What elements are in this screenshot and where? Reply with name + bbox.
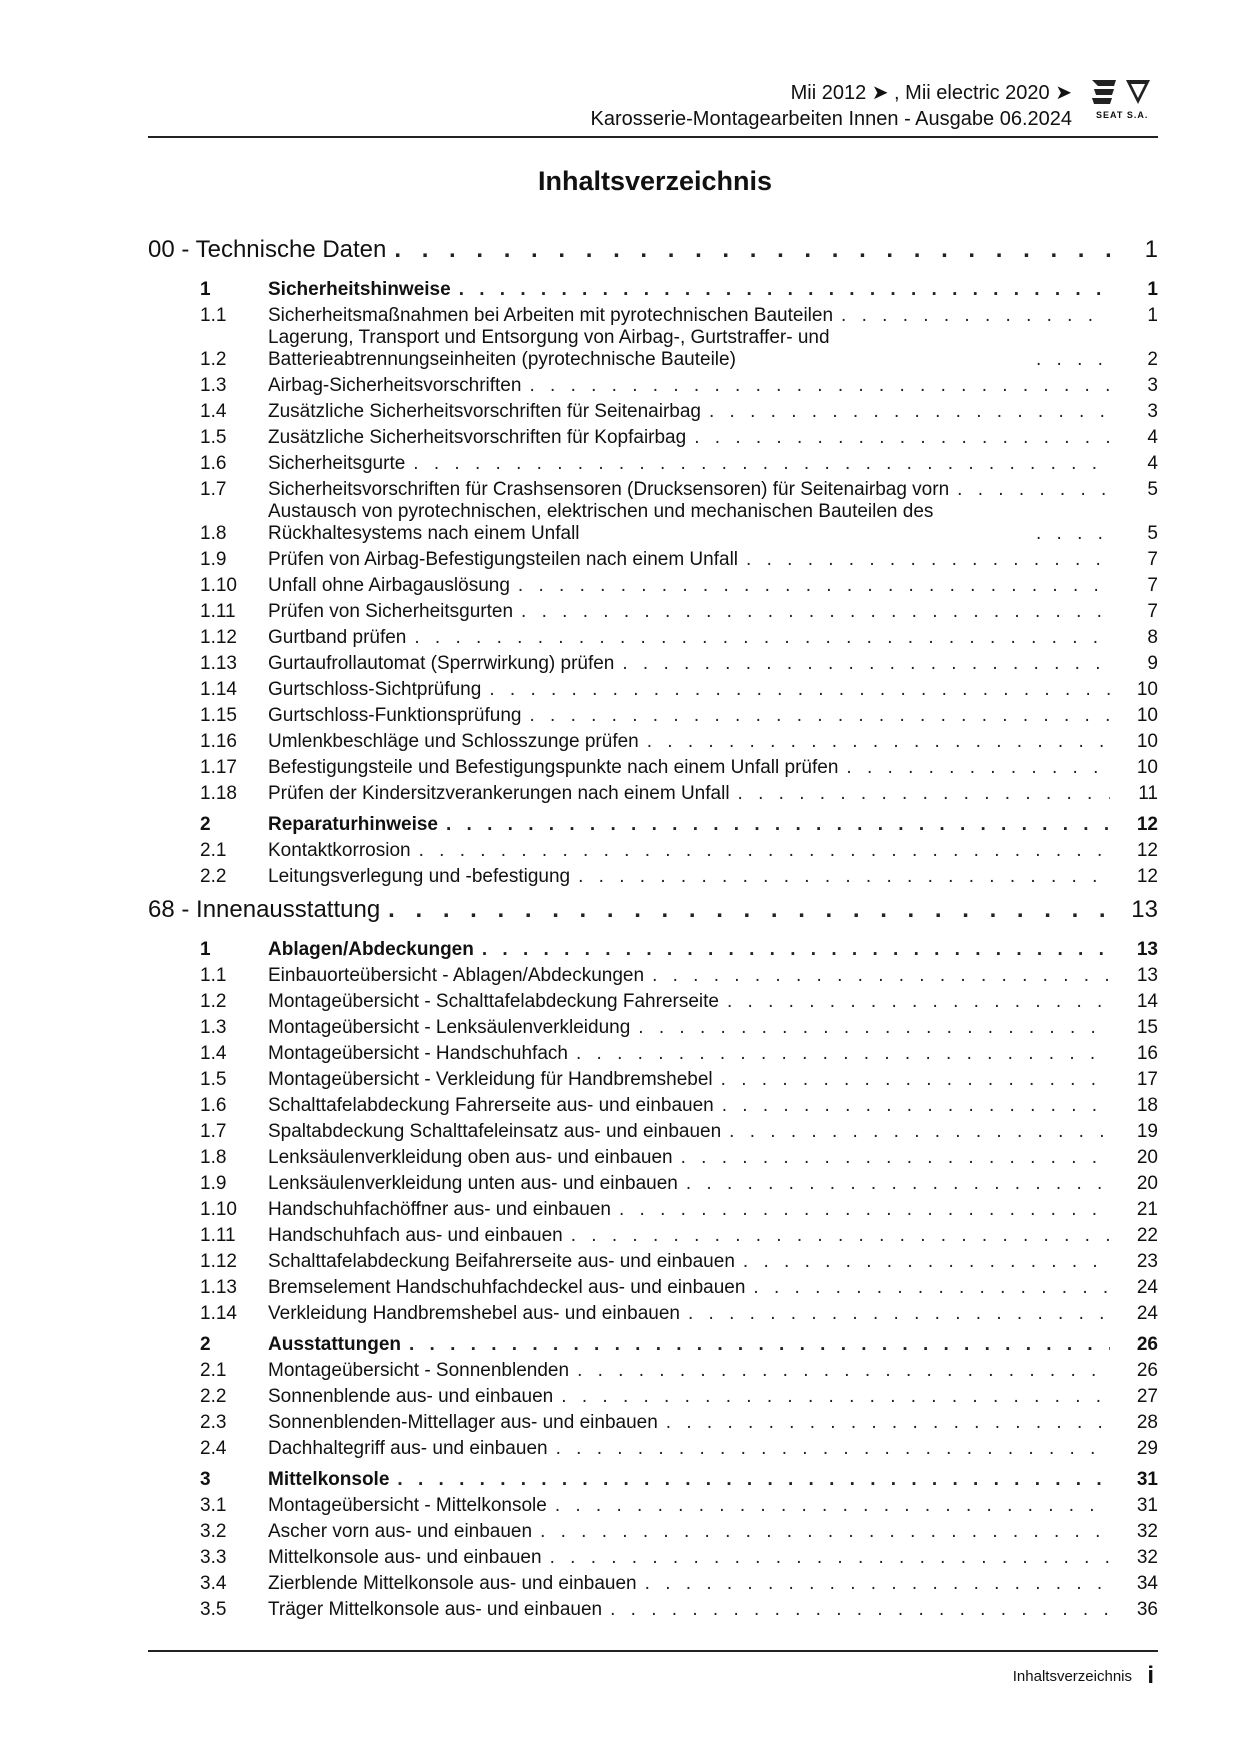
entry-number: 1.13 [200, 1277, 237, 1298]
leader-dots [394, 236, 1110, 264]
entry-page: 8 [1147, 627, 1158, 648]
entry-page: 31 [1136, 1495, 1158, 1516]
entry-page: 22 [1136, 1225, 1158, 1246]
entry-title: Handschuhfachöffner aus- und einbauen [268, 1199, 611, 1220]
entry-page: 31 [1136, 1469, 1158, 1490]
leader-dots [561, 1386, 1110, 1408]
leader-dots [459, 279, 1110, 301]
toc-entry[interactable] [148, 1517, 1158, 1543]
toc-entry[interactable] [148, 836, 1158, 862]
entry-title: Zusätzliche Sicherheitsvorschriften für Seitenairbag [268, 401, 701, 422]
entry-title: Mittelkonsole aus- und einbauen [268, 1547, 542, 1568]
entry-title: Sicherheitshinweise [268, 279, 451, 300]
entry-title: Montageübersicht - Lenksäulenverkleidung [268, 1017, 631, 1038]
toc-section[interactable] [148, 1330, 1158, 1356]
toc-entry[interactable] [148, 1595, 1158, 1621]
entry-page: 4 [1147, 453, 1158, 474]
toc-entry[interactable] [148, 1408, 1158, 1434]
entry-page: 10 [1136, 679, 1158, 700]
toc-entry[interactable] [148, 753, 1158, 779]
entry-number: 1 [200, 939, 211, 960]
entry-number: 2.2 [200, 866, 227, 887]
chapter-title: 68 - Innenausstattung [148, 896, 381, 923]
entry-number: 1.12 [200, 627, 237, 648]
entry-number: 3.2 [200, 1521, 227, 1542]
leader-dots [610, 1599, 1110, 1621]
toc-entry[interactable] [148, 1117, 1158, 1143]
entry-number: 1.10 [200, 575, 237, 596]
toc-entry[interactable] [148, 1221, 1158, 1247]
leader-dots [746, 549, 1110, 571]
entry-page: 12 [1136, 814, 1158, 835]
leader-dots [482, 939, 1110, 961]
entry-page: 14 [1136, 991, 1158, 1012]
leader-dots [694, 427, 1110, 449]
toc-chapter[interactable] [148, 236, 1158, 270]
entry-number: 2.1 [200, 840, 227, 861]
entry-page: 32 [1136, 1521, 1158, 1542]
leader-dots [638, 1017, 1110, 1039]
entry-number: 1.1 [200, 305, 227, 326]
toc-entry[interactable] [148, 449, 1158, 475]
entry-page: 24 [1136, 1303, 1158, 1324]
entry-title: Leitungsverlegung und -befestigung [268, 866, 571, 887]
footer-page-number: i [1147, 1662, 1154, 1689]
leader-dots [577, 1360, 1110, 1382]
toc-entry[interactable] [148, 1143, 1158, 1169]
leader-dots [846, 757, 1110, 779]
leader-dots [743, 1251, 1110, 1273]
entry-page: 7 [1147, 575, 1158, 596]
leader-dots [647, 731, 1110, 753]
chapter-title: 00 - Technische Daten [148, 236, 387, 263]
leader-dots [446, 814, 1110, 836]
chapter-page: 1 [1144, 236, 1158, 263]
entry-page: 15 [1136, 1017, 1158, 1038]
entry-title: Montageübersicht - Handschuhfach [268, 1043, 568, 1064]
entry-page: 13 [1136, 939, 1158, 960]
leader-dots [521, 601, 1110, 623]
toc-entry[interactable] [148, 1299, 1158, 1325]
toc-section[interactable] [148, 275, 1158, 301]
entry-page: 5 [1147, 523, 1158, 544]
entry-page: 18 [1136, 1095, 1158, 1116]
toc-entry[interactable] [148, 623, 1158, 649]
entry-page: 5 [1147, 479, 1158, 500]
entry-number: 1.11 [200, 1225, 236, 1246]
leader-dots [419, 840, 1110, 862]
entry-title: Zusätzliche Sicherheitsvorschriften für Kopfairbag [268, 427, 687, 448]
entry-number: 3.3 [200, 1547, 227, 1568]
entry-title: Gurtschloss-Funktionsprüfung [268, 705, 522, 726]
entry-number: 2.1 [200, 1360, 227, 1381]
entry-title: Umlenkbeschläge und Schlosszunge prüfen [268, 731, 639, 752]
entry-page: 3 [1147, 401, 1158, 422]
entry-title: Gurtschloss-Sichtprüfung [268, 679, 482, 700]
toc-entry[interactable] [148, 1195, 1158, 1221]
toc-section[interactable] [148, 935, 1158, 961]
toc-entry[interactable] [148, 727, 1158, 753]
entry-number: 3.1 [200, 1495, 227, 1516]
toc-entry[interactable] [148, 779, 1158, 805]
leader-dots [619, 1199, 1110, 1221]
toc-entry[interactable] [148, 675, 1158, 701]
entry-page: 10 [1136, 705, 1158, 726]
toc-entry[interactable] [148, 301, 1158, 327]
footer-label: Inhaltsverzeichnis [1012, 1668, 1132, 1685]
leader-dots [576, 1043, 1110, 1065]
entry-title: Airbag-Sicherheitsvorschriften [268, 375, 522, 396]
leader-dots [556, 1438, 1110, 1460]
entry-number: 1.7 [200, 1121, 227, 1142]
leader-dots [666, 1412, 1110, 1434]
entry-number: 1 [200, 279, 211, 300]
toc-entry[interactable] [148, 597, 1158, 623]
entry-number: 1.15 [200, 705, 237, 726]
toc-entry[interactable] [148, 371, 1158, 397]
entry-title: Kontaktkorrosion [268, 840, 411, 861]
entry-number: 1.14 [200, 1303, 237, 1324]
entry-number: 1.10 [200, 1199, 237, 1220]
leader-dots [1036, 523, 1110, 545]
entry-page: 7 [1147, 601, 1158, 622]
entry-title: Gurtaufrollautomat (Sperrwirkung) prüfen [268, 653, 615, 674]
entry-title: Verkleidung Handbremshebel aus- und einbauen [268, 1303, 680, 1324]
entry-title: Sonnenblenden-Mittellager aus- und einbauen [268, 1412, 658, 1433]
entry-page: 10 [1136, 757, 1158, 778]
toc-entry[interactable] [148, 475, 1158, 501]
toc-entry[interactable] [148, 1543, 1158, 1569]
entry-title: Montageübersicht - Verkleidung für Handbremshebel [268, 1069, 713, 1090]
toc-entry[interactable] [148, 987, 1158, 1013]
toc-entry[interactable] [148, 1382, 1158, 1408]
entry-page: 11 [1138, 783, 1158, 804]
toc-section[interactable] [148, 1465, 1158, 1491]
leader-dots [571, 1225, 1110, 1247]
entry-number: 1.1 [200, 965, 227, 986]
entry-title: Handschuhfach aus- und einbauen [268, 1225, 563, 1246]
entry-title: Montageübersicht - Schalttafelabdeckung Fahrerseite [268, 991, 719, 1012]
leader-dots [681, 1147, 1110, 1169]
entry-title: Prüfen von Airbag-Befestigungsteilen nach einem Unfall [268, 549, 739, 570]
entry-number: 1.6 [200, 453, 227, 474]
entry-title: Zierblende Mittelkonsole aus- und einbauen [268, 1573, 637, 1594]
chapter-page: 13 [1131, 896, 1158, 923]
entry-number: 1.2 [200, 991, 227, 1012]
entry-page: 1 [1147, 279, 1158, 300]
toc-entry[interactable] [148, 701, 1158, 727]
toc-entry[interactable] [148, 1434, 1158, 1460]
entry-title: Schalttafelabdeckung Fahrerseite aus- und einbauen [268, 1095, 714, 1116]
leader-dots [529, 375, 1110, 397]
entry-number: 1.7 [200, 479, 227, 500]
entry-title: Befestigungsteile und Befestigungspunkte nach einem Unfall prüfen [268, 757, 839, 778]
toc-entry[interactable] [148, 571, 1158, 597]
entry-number: 1.12 [200, 1251, 237, 1272]
entry-title: Schalttafelabdeckung Beifahrerseite aus- und einbauen [268, 1251, 735, 1272]
entry-number: 1.6 [200, 1095, 227, 1116]
leader-dots [722, 1095, 1110, 1117]
entry-title: Sonnenblende aus- und einbauen [268, 1386, 554, 1407]
entry-number: 1.3 [200, 375, 227, 396]
entry-title: Austausch von pyrotechnischen, elektrischen und mechanischen Bauteilen des Rückhaltesystems nach einem Unfall [268, 501, 934, 544]
entry-title: Spaltabdeckung Schalttafeleinsatz aus- und einbauen [268, 1121, 722, 1142]
entry-page: 20 [1136, 1173, 1158, 1194]
entry-title: Montageübersicht - Sonnenblenden [268, 1360, 570, 1381]
entry-number: 1.9 [200, 549, 227, 570]
entry-title: Einbauorteübersicht - Ablagen/Abdeckungen [268, 965, 645, 986]
toc-entry[interactable] [148, 397, 1158, 423]
entry-number: 1.13 [200, 653, 237, 674]
entry-page: 7 [1147, 549, 1158, 570]
seat-logo-icon [1090, 76, 1154, 106]
entry-page: 29 [1136, 1438, 1158, 1459]
leader-dots [738, 783, 1110, 805]
entry-title: Prüfen von Sicherheitsgurten [268, 601, 514, 622]
entry-title: Träger Mittelkonsole aus- und einbauen [268, 1599, 603, 1620]
leader-dots [489, 679, 1110, 701]
seat-logo [1086, 76, 1158, 132]
entry-title: Bremselement Handschuhfachdeckel aus- und einbauen [268, 1277, 746, 1298]
entry-number: 2 [200, 814, 211, 835]
entry-title: Lenksäulenverkleidung unten aus- und einbauen [268, 1173, 678, 1194]
page-header [148, 76, 1158, 138]
page-title: Inhaltsverzeichnis [537, 166, 773, 196]
table-of-contents [148, 236, 1158, 1621]
entry-number: 1.11 [200, 601, 236, 622]
leader-dots [550, 1547, 1110, 1569]
entry-title: Unfall ohne Airbagauslösung [268, 575, 510, 596]
entry-number: 1.2 [200, 349, 227, 370]
entry-number: 3.4 [200, 1573, 227, 1594]
entry-page: 24 [1136, 1277, 1158, 1298]
leader-dots [529, 705, 1110, 727]
entry-page: 12 [1136, 866, 1158, 887]
toc-entry[interactable] [148, 423, 1158, 449]
leader-dots [622, 653, 1110, 675]
brand-label: SEAT S.A. [1096, 110, 1149, 120]
entry-number: 3.5 [200, 1599, 227, 1620]
entry-page: 13 [1136, 965, 1158, 986]
entry-page: 21 [1136, 1199, 1158, 1220]
entry-page: 12 [1136, 840, 1158, 861]
toc-entry[interactable] [148, 649, 1158, 675]
entry-page: 16 [1136, 1043, 1158, 1064]
leader-dots [409, 1334, 1110, 1356]
leader-dots [753, 1277, 1110, 1299]
entry-page: 9 [1147, 653, 1158, 674]
leader-dots [388, 896, 1110, 924]
entry-number: 1.4 [200, 401, 227, 422]
toc-entry[interactable] [148, 1273, 1158, 1299]
entry-number: 3 [200, 1469, 211, 1490]
entry-title: Ausstattungen [268, 1334, 401, 1355]
entry-title: Montageübersicht - Mittelkonsole [268, 1495, 547, 1516]
leader-dots [555, 1495, 1110, 1517]
entry-page: 17 [1136, 1069, 1158, 1090]
entry-page: 32 [1136, 1547, 1158, 1568]
entry-title: Mittelkonsole [268, 1469, 390, 1490]
entry-page: 26 [1136, 1334, 1158, 1355]
leader-dots [652, 965, 1110, 987]
entry-page: 36 [1136, 1599, 1158, 1620]
entry-number: 2.4 [200, 1438, 227, 1459]
entry-title: Ascher vorn aus- und einbauen [268, 1521, 533, 1542]
toc-entry[interactable] [148, 862, 1158, 888]
leader-dots [578, 866, 1110, 888]
toc-entry[interactable] [148, 1169, 1158, 1195]
toc-entry[interactable] [148, 1491, 1158, 1517]
leader-dots [1036, 349, 1110, 371]
entry-number: 2 [200, 1334, 211, 1355]
entry-number: 1.16 [200, 731, 237, 752]
entry-page: 23 [1136, 1251, 1158, 1272]
header-line-2: Karosserie-Montagearbeiten Innen - Ausgabe 06.2024 [590, 108, 1072, 130]
toc-chapter[interactable] [148, 896, 1158, 930]
toc-entry[interactable] [148, 545, 1158, 571]
toc-entry[interactable] [148, 501, 1158, 545]
entry-page: 1 [1147, 305, 1158, 326]
toc-section[interactable] [148, 810, 1158, 836]
entry-title: Dachhaltegriff aus- und einbauen [268, 1438, 548, 1459]
entry-number: 1.8 [200, 523, 227, 544]
entry-page: 20 [1136, 1147, 1158, 1168]
entry-page: 19 [1136, 1121, 1158, 1142]
leader-dots [729, 1121, 1110, 1143]
toc-entry[interactable] [148, 1356, 1158, 1382]
entry-number: 1.9 [200, 1173, 227, 1194]
header-text [591, 80, 1072, 132]
entry-page: 27 [1136, 1386, 1158, 1407]
entry-number: 2.2 [200, 1386, 227, 1407]
leader-dots [721, 1069, 1110, 1091]
leader-dots [518, 575, 1110, 597]
entry-page: 28 [1136, 1412, 1158, 1433]
entry-number: 1.17 [200, 757, 237, 778]
toc-entry[interactable] [148, 1013, 1158, 1039]
entry-number: 1.5 [200, 427, 227, 448]
entry-page: 26 [1136, 1360, 1158, 1381]
header-line-1: Mii 2012 ➤ , Mii electric 2020 ➤ [790, 82, 1072, 104]
leader-dots [645, 1573, 1110, 1595]
page-footer [148, 1650, 1158, 1689]
entry-number: 1.14 [200, 679, 237, 700]
entry-title: Ablagen/Abdeckungen [268, 939, 474, 960]
entry-page: 2 [1147, 349, 1158, 370]
entry-title: Sicherheitsmaßnahmen bei Arbeiten mit pyrotechnischen Bauteilen [268, 305, 834, 326]
toc-entry[interactable] [148, 1065, 1158, 1091]
leader-dots [688, 1303, 1110, 1325]
leader-dots [413, 453, 1110, 475]
toc-entry[interactable] [148, 1091, 1158, 1117]
leader-dots [540, 1521, 1110, 1543]
entry-number: 1.4 [200, 1043, 227, 1064]
leader-dots [686, 1173, 1110, 1195]
entry-number: 1.5 [200, 1069, 227, 1090]
entry-page: 3 [1147, 375, 1158, 396]
entry-title: Prüfen der Kindersitzverankerungen nach einem Unfall [268, 783, 730, 804]
entry-title: Lagerung, Transport und Entsorgung von Airbag-, Gurtstraffer- und Batterieabtrennungseinheiten (pyrotechnische Bauteile) [268, 327, 830, 370]
toc-entry[interactable] [148, 327, 1158, 371]
entry-number: 1.8 [200, 1147, 227, 1168]
leader-dots [841, 305, 1110, 327]
entry-number: 2.3 [200, 1412, 227, 1433]
leader-dots [397, 1469, 1110, 1491]
entry-title: Sicherheitsvorschriften für Crashsensoren (Drucksensoren) für Seitenairbag vorn [268, 479, 950, 500]
entry-title: Lenksäulenverkleidung oben aus- und einbauen [268, 1147, 673, 1168]
entry-title: Sicherheitsgurte [268, 453, 406, 474]
toc-entry[interactable] [148, 1039, 1158, 1065]
leader-dots [727, 991, 1110, 1013]
entry-page: 4 [1147, 427, 1158, 448]
leader-dots [414, 627, 1110, 649]
leader-dots [957, 479, 1110, 501]
entry-title: Gurtband prüfen [268, 627, 407, 648]
entry-title: Reparaturhinweise [268, 814, 438, 835]
entry-number: 1.3 [200, 1017, 227, 1038]
entry-page: 34 [1136, 1573, 1158, 1594]
entry-page: 10 [1136, 731, 1158, 752]
toc-entry[interactable] [148, 1569, 1158, 1595]
toc-entry[interactable] [148, 961, 1158, 987]
entry-number: 1.18 [200, 783, 237, 804]
leader-dots [709, 401, 1110, 423]
toc-entry[interactable] [148, 1247, 1158, 1273]
